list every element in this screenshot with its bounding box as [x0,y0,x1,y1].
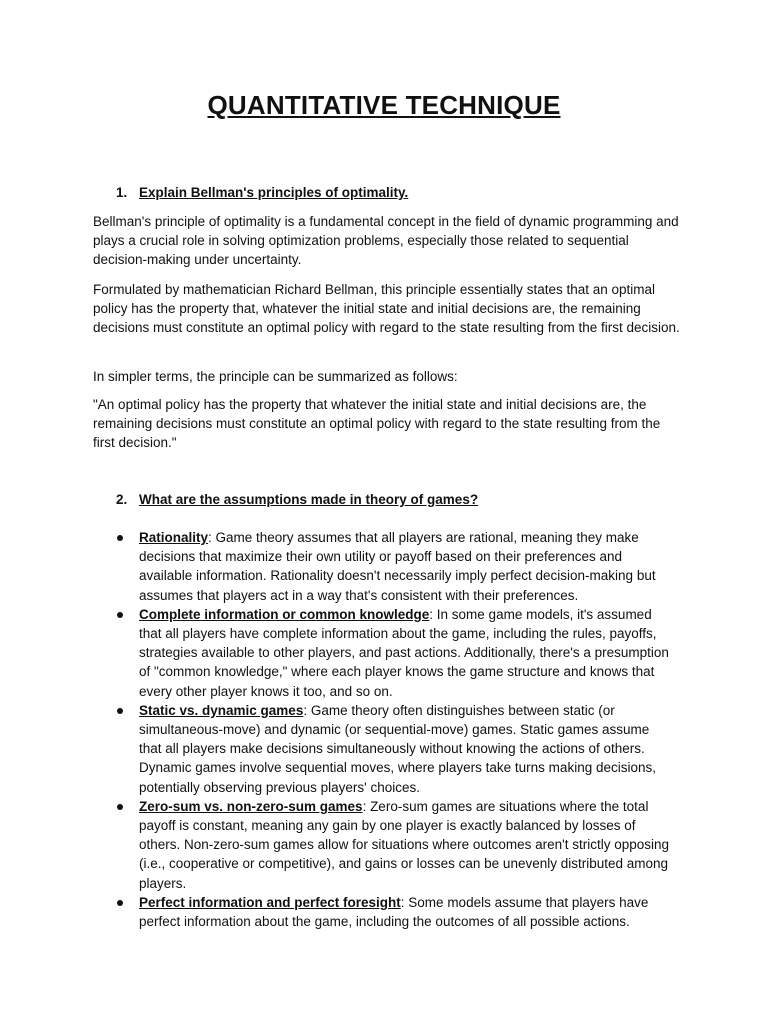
bullet-text: : Some models assume that players have perfect information about the game, including the outcomes of all possible actions. [139,894,649,930]
assumptions-list [113,528,673,931]
document-title: QUANTITATIVE TECHNIQUE [207,90,561,120]
bullet-term: Static vs. dynamic games [139,702,304,718]
question-1-paragraph-2: Formulated by mathematician Richard Bellman, this principle essentially states that an optimal policy has the property that, whatever the initial state and initial decisions are, the remaining decisions must constitute an optimal policy with regard to the state resulting from the first decision. [93,282,680,335]
bullet-text: : Zero-sum games are situations where the total payoff is constant, meaning any gain by one player is exactly balanced by losses of others. Non-zero-sum games allow for situations where outcomes aren't strictly opposing (i.e., cooperative or competitive), and gains or losses can be unevenly distributed among players. [139,798,670,891]
question-2-number: 2. [116,492,128,507]
question-1-paragraph-3: In simpler terms, the principle can be summarized as follows: [93,369,458,384]
question-1-paragraph-1: Bellman's principle of optimality is a fundamental concept in the field of dynamic programming and plays a crucial role in solving optimization problems, especially those related to sequential decision-making under uncertainty. [93,214,679,267]
question-1-number: 1. [116,185,128,200]
bullet-icon [117,804,123,810]
bullet-term: Complete information or common knowledge [139,606,430,622]
bullet-term: Rationality [139,530,209,545]
bullet-icon [117,612,123,618]
bullet-icon [117,535,123,541]
bullet-term: Perfect information and perfect foresight [139,894,401,910]
list-item [113,528,673,605]
question-1-quote: "An optimal policy has the property that whatever the initial state and initial decisions are, the remaining decisions must constitute an optimal policy with regard to the state resulting from the first decision." [93,397,661,450]
bullet-text: : In some game models, it's assumed that all players have complete information about the game, including the rules, payoffs, strategies available to other players, and past actions. Additionally, there's a presumption of "common knowledge," where each player knows the game structure and knows that every other player knows it too, and so on. [139,606,669,699]
question-2-heading-text: What are the assumptions made in theory of games? [139,492,479,507]
bullet-text: : Game theory often distinguishes between static (or simultaneous-move) and dynamic (or sequential-move) games. Static games assume that all players make decisions simultaneously without knowing the actions of others. Dynamic games involve sequential moves, where players take turns making decisions, potentially observing previous players' choices. [139,702,656,795]
bullet-icon [117,708,123,714]
bullet-text: : Game theory assumes that all players are rational, meaning they make decisions that maximize their own utility or payoff based on their preferences and available information. Rationality doesn't necessarily imply perfect decision-making but assumes that players act in a way that's consistent with their preferences. [139,530,656,603]
list-item [113,605,673,701]
list-item [113,701,673,797]
bullet-term: Zero-sum vs. non-zero-sum games [139,798,363,814]
bullet-icon [117,900,123,906]
question-1-heading [116,185,408,200]
question-2-heading [116,492,478,507]
list-item [113,797,673,893]
question-1-heading-text: Explain Bellman's principles of optimality. [139,185,409,200]
list-item [113,893,673,931]
